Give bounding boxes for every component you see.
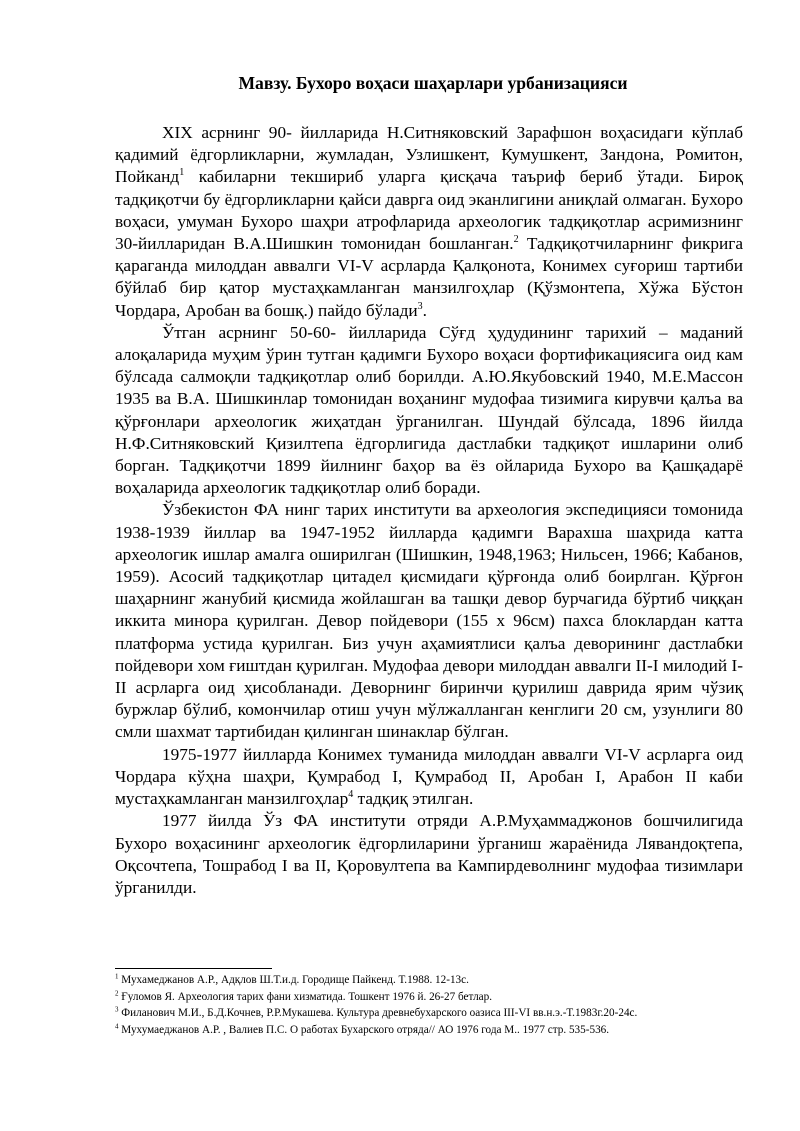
footnote-4 — [115, 1023, 743, 1038]
footnote-number: 2 — [115, 988, 119, 997]
paragraph-text: 1975-1977 йилларда Конимех туманида милоддан аввалги VI-V асрларга оид Чордара кўҳна шаҳри, Қумрабод I, Қумрабод II, Аробан I, Арабон II каби мустаҳкамланган манзилгоҳлар — [115, 744, 743, 809]
footnote-ref[interactable]: 4 — [348, 789, 354, 801]
footnote-ref[interactable]: 1 — [179, 167, 185, 179]
footnote-2 — [115, 990, 743, 1005]
paragraph-text: Ўзбекистон ФА нинг тарих институти ва археология экспедицияси томонида 1938-1939 йиллар ва 1947-1952 йилларда қадимги Варахша шаҳрида катта археологик ишлар амалга оширилган (Шишкин, 1948,1963; Нильсен, 1966; Кабанов, 1959). Асосий тадқиқотлар цитадел қисмидаги қўрғонда олиб боирлган. Қўрғон шаҳарнинг жанубий қисмида жойлашган ва ташқи девор бурчагида бўртиб чиққан иккита минора қурилган. Девор пойдевори (155 х 96см) пахса блоклардан катта платформа устида қурилган. Биз учун аҳамиятлиси қалъа деворининг дастлабки пойдевори хом ғиштдан қурилган. Мудофаа девори милоддан аввалги II-I милодий I-II асрларга оид ҳисобланади. Деворнинг биринчи қурилиш даврида ярим чўзиқ буржлар бўлиб, комончилар отиш учун мўлжалланган кенглиги 20 см, узунлиги 80 смли шахмат тартибидан қилинган шинаклар бўлган. — [115, 500, 743, 742]
footnote-number: 1 — [115, 972, 119, 981]
paragraph-1 — [115, 122, 743, 322]
paragraph-text: 1977 йилда Ўз ФА институти отряди А.Р.Муҳаммаджонов бошчилигида Бухоро воҳасининг археологик ёдгорлиларини ўрганиш жараёнида Лявандоқтепа, Оқсочтепа, Тошрабод I ва II, Қоровултепа ва Кампирдеволнинг мудофаа тизимлари ўрганилди. — [115, 811, 743, 897]
footnote-text: Филанович М.И., Б.Д.Кочнев, Р.Р.Мукашева. Культура древнебухарского оазиса III-VI вв.н.э.-Т.1983г.20-24с. — [118, 1007, 638, 1020]
document-page — [115, 72, 743, 899]
footnote-ref[interactable]: 2 — [513, 234, 519, 246]
body-text — [115, 122, 743, 899]
footnote-3 — [115, 1006, 743, 1021]
paragraph-text: Ўтган асрнинг 50-60- йилларида Сўғд ҳудудининг тарихий – маданий алоқаларида муҳим ўрин тутган қадимги Бухоро воҳаси фортификациясига оид кам бўлсада салмоқли тадқиқотлар олиб борилди. А.Ю.Якубовский 1940, М.Е.Массон 1935 ва В.А. Шишкинлар томонидан воҳанинг мудофаа тизимига кирувчи қалъа ва қўрғонлари археологик жиҳатдан ўрганилган. Шундай бўлсада, 1896 йилда Н.Ф.Ситняковский Қизилтепа ёдгорлигида дастлабки тадқиқот ишларини олиб борган. Тадқиқотчи 1899 йилнинг баҳор ва ёз ойларида Бухоро ва Қашқадарё воҳаларида археологик тадқиқотлар олиб боради. — [115, 322, 743, 498]
paragraph-text: тадқиқ этилган. — [353, 789, 474, 809]
paragraph-text: кабиларни текшириб уларга қисқача таъриф бериб ўтади. Бироқ тадқиқотчи бу ёдгорликларни қайси даврга оид эканлигини аниқлай олмаган. Бухоро воҳаси, умуман Бухоро шаҳри атрофларида археологик тадқиқотлар асримизнинг 30-йилларидан В.А.Шишкин томонидан бошланган. — [115, 167, 743, 254]
footnote-ref[interactable]: 3 — [417, 300, 423, 312]
footnote-number: 4 — [115, 1022, 119, 1031]
footnote-number: 3 — [115, 1005, 119, 1014]
footnote-text: Мухамеджанов А.Р., Адқлов Ш.Т.и.д. Городище Пайкенд. Т.1988. 12-13с. — [118, 974, 469, 986]
footnote-text: Ғуломов Я. Археология тарих фани хизматида. Тошкент 1976 й. 26-27 бетлар. — [118, 990, 493, 1003]
footnotes-section — [115, 968, 743, 1039]
paragraph-text: . — [422, 300, 427, 320]
paragraph-text: Тадқиқотчиларнинг фикрига қараганда милоддан аввалги VI-V асрларда Қалқонота, Конимех суғориш тартиби бўйлаб бир қатор мустаҳкамланган манзилгоҳлар (Қўзмонтепа, Хўжа Бўстон Чордара, Аробан ва бошқ.) пайдо бўлади — [115, 234, 743, 320]
paragraph-3 — [115, 499, 743, 743]
footnote-1 — [115, 973, 743, 988]
paragraph-2 — [115, 322, 743, 500]
footnote-separator — [115, 968, 272, 969]
document-title: Мавзу. Бухоро воҳаси шаҳарлари урбанизацияси — [238, 73, 628, 93]
paragraph-text: XIX асрнинг 90- йилларида Н.Ситняковский Зарафшон воҳасидаги кўплаб қадимий ёдгорликларни, жумладан, Узлишкент, Кумушкент, Зандона, Ромитон, Пойканд — [115, 123, 743, 187]
footnote-text: Мухумаеджанов А.Р. , Валиев П.С. О работах Бухарского отряда// АО 1976 года М.. 1977 стр. 535-536. — [118, 1023, 610, 1036]
paragraph-5 — [115, 810, 743, 899]
paragraph-4 — [115, 744, 743, 811]
